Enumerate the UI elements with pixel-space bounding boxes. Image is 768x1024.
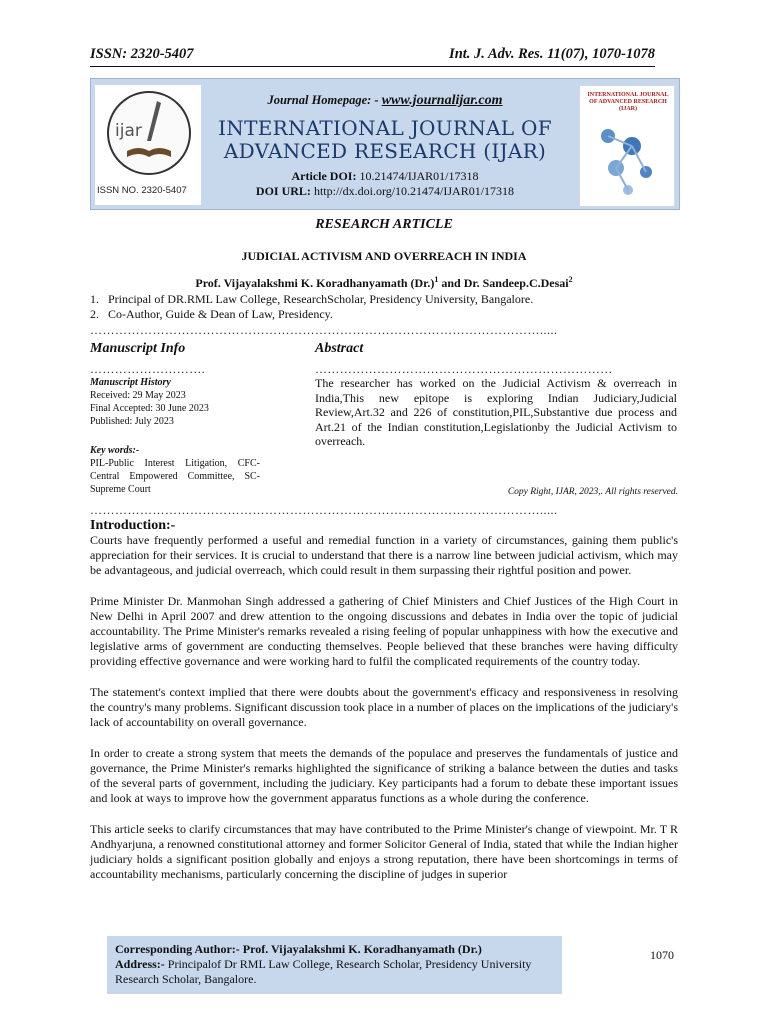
logo-issn: ISSN NO. 2320-5407 xyxy=(97,185,187,196)
journal-cover-thumbnail xyxy=(579,85,675,207)
manuscript-info xyxy=(90,376,260,496)
running-header xyxy=(90,46,655,67)
received-date: Received: 29 May 2023 xyxy=(90,390,186,401)
paragraph: Prime Minister Dr. Manmohan Singh addressed a gathering of Chief Ministers and Chief Justices of the High Court in New Delhi in April 2007 and drew attention to the ongoing discussions and debates in India over the topic of judicial accountability. The Prime Minister's remarks revealed a rising feeling of popular unhappiness with how the executive and legislative arms of government are conducting themselves. People believed that these branches were having difficulty providing effective governance and were working hard to fulfil the complicated requirements of the country today. xyxy=(90,594,678,668)
journal-reference: Int. J. Adv. Res. 11(07), 1070-1078 xyxy=(449,46,655,62)
author-1: Prof. Vijayalakshmi K. Koradhanyamath (Dr.) xyxy=(195,276,435,290)
abstract-heading: Abstract xyxy=(315,341,364,356)
manuscript-dots: ………………………. xyxy=(90,362,205,376)
copyright-notice: Copy Right, IJAR, 2023,. All rights reserved. xyxy=(507,487,678,497)
accepted-date: Final Accepted: 30 June 2023 xyxy=(90,403,209,414)
paragraph: Courts have frequently performed a useful and remedial function in a variety of circumstances, gaining them public's appreciation for their services. It is crucial to understand that there is a narrow line between judicial activism, which may be advantageous, and judicial overreach, which could result in them surpassing their rightful position and power. xyxy=(90,533,678,577)
article-doi: 10.21474/IJAR01/17318 xyxy=(359,169,479,183)
manuscript-info-heading: Manuscript Info xyxy=(90,341,186,356)
introduction-body xyxy=(90,533,678,898)
logo-text: ijar xyxy=(115,121,142,141)
journal-title-line-1: INTERNATIONAL JOURNAL OF xyxy=(218,116,552,140)
homepage-prefix: Journal Homepage: - xyxy=(267,93,382,107)
doi-url-link[interactable]: http://dx.doi.org/10.21474/IJAR01/17318 xyxy=(313,184,515,198)
paragraph: This article seeks to clarify circumstances that may have contributed to the Prime Minister's change of viewpoint. Mr. T R Andhyarjuna, a renowned constitutional attorney and former Solicitor General of India, stated that while the Indian higher judiciary holds a significant position globally and enjoys a strong reputation, there have been shortcomings in terms of accountability mechanisms, particularly concerning the discipline of judges in superior xyxy=(90,822,678,881)
corresponding-author: Corresponding Author:- Prof. Vijayalakshmi K. Koradhanyamath (Dr.) xyxy=(115,942,482,956)
article-title: JUDICIAL ACTIVISM AND OVERREACH IN INDIA xyxy=(241,249,527,263)
published-date: Published: July 2023 xyxy=(90,416,174,427)
manuscript-history-heading: Manuscript History xyxy=(90,377,171,388)
doi-block xyxy=(211,169,559,199)
author-2-sup: 2 xyxy=(568,275,573,284)
affiliation-1: 1. Principal of DR.RML Law College, ResearchScholar, Presidency University, Bangalore. xyxy=(90,292,534,306)
keywords-text: PIL-Public Interest Litigation, CFC-Central Empowered Committee, SC-Supreme Court xyxy=(90,458,260,495)
abstract-dots: ……………………………………………………………… xyxy=(315,362,613,376)
journal-title-line-2: ADVANCED RESEARCH (IJAR) xyxy=(223,139,547,163)
author-line xyxy=(0,275,768,291)
page-number: 1070 xyxy=(650,948,674,962)
homepage-link[interactable]: www.journalijar.com xyxy=(381,93,503,108)
issn-text: ISSN: 2320-5407 xyxy=(90,46,194,62)
author-1-sup: 1 xyxy=(434,275,439,284)
separator-dots-bottom: ………………………………………………………………………………………………..... xyxy=(90,503,558,517)
affiliations xyxy=(90,292,680,322)
journal-banner xyxy=(90,78,680,210)
affiliation-2: 2. Co-Author, Guide & Dean of Law, Presidency. xyxy=(90,307,333,321)
author-conjunction: and xyxy=(438,276,464,290)
cover-title: INTERNATIONAL JOURNAL OF ADVANCED RESEARCH (IJAR) xyxy=(587,92,669,112)
paragraph: The statement's context implied that there were doubts about the government's efficacy and responsiveness in resolving the country's many problems. Significant discussion took place in a number of places on the implications of the judiciary's lack of accountability on overall governance. xyxy=(90,685,678,729)
molecule-graphic-icon xyxy=(588,116,666,202)
address-label: Address:- xyxy=(115,957,165,971)
address-text: Principalof Dr RML Law College, Research Scholar, Presidency University Research Scholar, Bangalore. xyxy=(115,957,532,986)
doi-url-label: DOI URL: xyxy=(255,184,311,198)
author-2: Dr. Sandeep.C.Desai xyxy=(463,276,569,290)
introduction-heading: Introduction:- xyxy=(90,518,176,533)
corresponding-author-box xyxy=(107,936,562,994)
article-type: RESEARCH ARTICLE xyxy=(315,217,453,232)
separator-dots-top: ………………………………………………………………………………………………..... xyxy=(90,323,558,337)
journal-title xyxy=(211,117,559,163)
keywords-heading: Key words:- xyxy=(90,445,140,456)
abstract-text: The researcher has worked on the Judicial Activism & overreach in India,This new epitope is exploring Indian Judiciary,Judicial Review,Art.32 and 226 of constitution,PIL,Substantive due process and Art.21 of the Indian constitution,Legislationby the Judicial Activism to overreach. xyxy=(315,376,677,448)
paragraph: In order to create a strong system that meets the demands of the populace and preserves the fundamentals of justice and governance, the Prime Minister's remarks highlighted the significance of striking a balance between the duties and tasks of the several parts of government, including the judiciary. Key participants had a forum to debate these important issues and look at ways to improve how the government apparatus functions as a whole during the conference. xyxy=(90,746,678,805)
article-doi-label: Article DOI: xyxy=(291,169,357,183)
